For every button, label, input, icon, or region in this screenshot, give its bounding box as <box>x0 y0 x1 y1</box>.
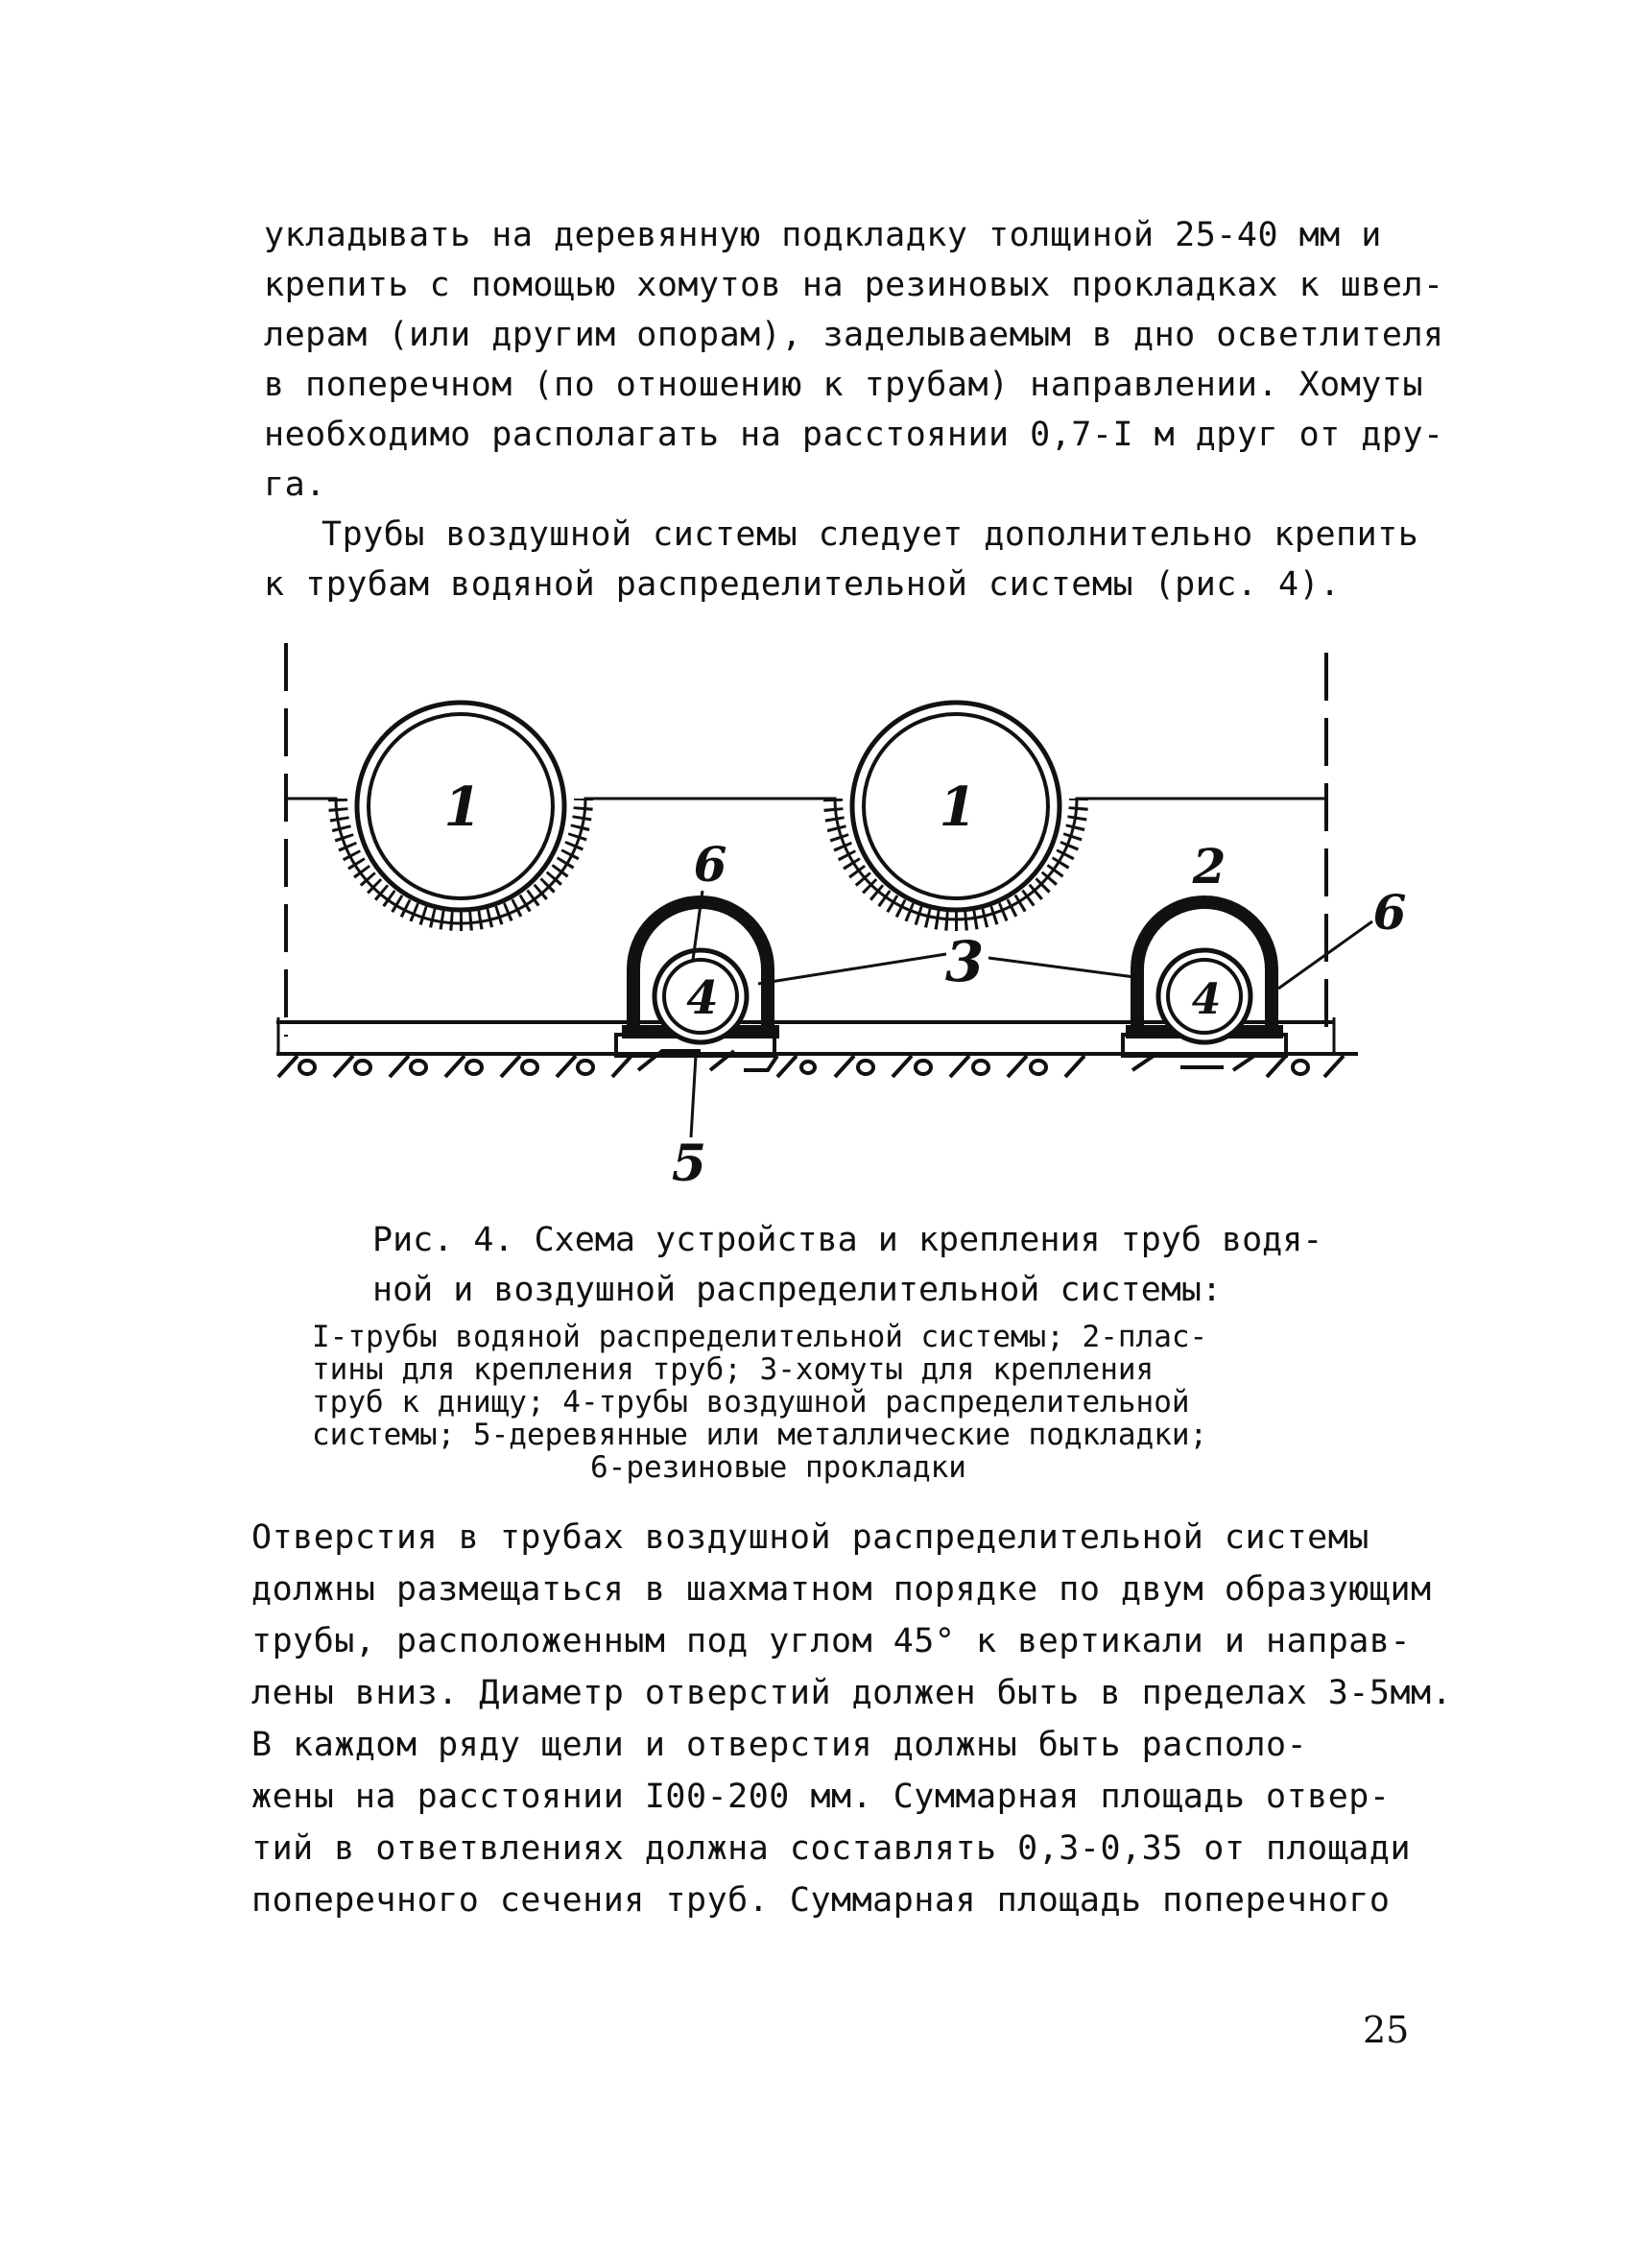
text-line: Отверстия в трубах воздушной распределительной системы <box>251 1518 1369 1557</box>
caption-legend-line: I-трубы водяной распределительной системы; 2-плас- <box>312 1320 1208 1354</box>
water-pipe-right <box>852 703 1060 910</box>
page-number: 25 <box>1363 2009 1410 2051</box>
text-line: к трубам водяной распределительной системы (рис. 4). <box>264 565 1341 604</box>
figure-pipes-diagram <box>259 633 1411 1209</box>
label-1-left: 1 <box>443 776 482 839</box>
caption-title-line: Рис. 4. Схема устройства и крепления труб водя- <box>372 1221 1323 1259</box>
caption-legend-line: тины для крепления труб; 3-хомуты для крепления <box>312 1352 1155 1387</box>
text-line: необходимо располагать на расстоянии 0,7-I м друг от дру- <box>264 416 1444 454</box>
water-pipe-left <box>357 703 564 910</box>
text-line: крепить с помощью хомутов на резиновых прокладках к швел- <box>264 266 1444 304</box>
caption-legend-line: 6-резиновые прокладки <box>590 1450 966 1485</box>
text-line: поперечного сечения труб. Суммарная площадь поперечного <box>251 1881 1391 1920</box>
caption-title-line: ной и воздушной распределительной системы: <box>372 1271 1223 1309</box>
text-line: тий в ответвлениях должна составлять 0,3-0,35 от площади <box>251 1829 1412 1868</box>
text-line: Трубы воздушной системы следует дополнительно крепить <box>321 515 1419 554</box>
text-line: лерам (или другим опорам), заделываемым в дно осветлителя <box>264 316 1444 354</box>
caption-legend-line: труб к днищу; 4-трубы воздушной распределительной <box>312 1385 1190 1420</box>
caption-legend-line: системы; 5-деревянные или металлические подкладки; <box>312 1418 1208 1452</box>
label-4-right: 4 <box>1191 975 1222 1024</box>
text-line: лены вниз. Диаметр отверстий должен быть в пределах 3-5мм. <box>251 1674 1453 1712</box>
text-line: жены на расстоянии I00-200 мм. Суммарная площадь отвер- <box>251 1778 1391 1816</box>
label-6-left: 6 <box>693 836 727 893</box>
label-4-left: 4 <box>686 971 719 1025</box>
label-5: 5 <box>671 1134 707 1193</box>
label-1-right: 1 <box>939 776 977 839</box>
text-line: в поперечном (по отношению к трубам) направлении. Хомуты <box>264 366 1424 404</box>
label-2: 2 <box>1192 838 1226 895</box>
text-line: га. <box>264 466 326 504</box>
text-line: укладывать на деревянную подкладку толщиной 25-40 мм и <box>264 216 1382 254</box>
label-3: 3 <box>944 929 985 994</box>
text-line: В каждом ряду щели и отверстия должны быть располо- <box>251 1726 1308 1764</box>
label-6-right: 6 <box>1372 884 1407 941</box>
text-line: трубы, расположенным под углом 45° к вертикали и направ- <box>251 1622 1412 1660</box>
text-line: должны размещаться в шахматном порядке по двум образующим <box>251 1570 1432 1609</box>
